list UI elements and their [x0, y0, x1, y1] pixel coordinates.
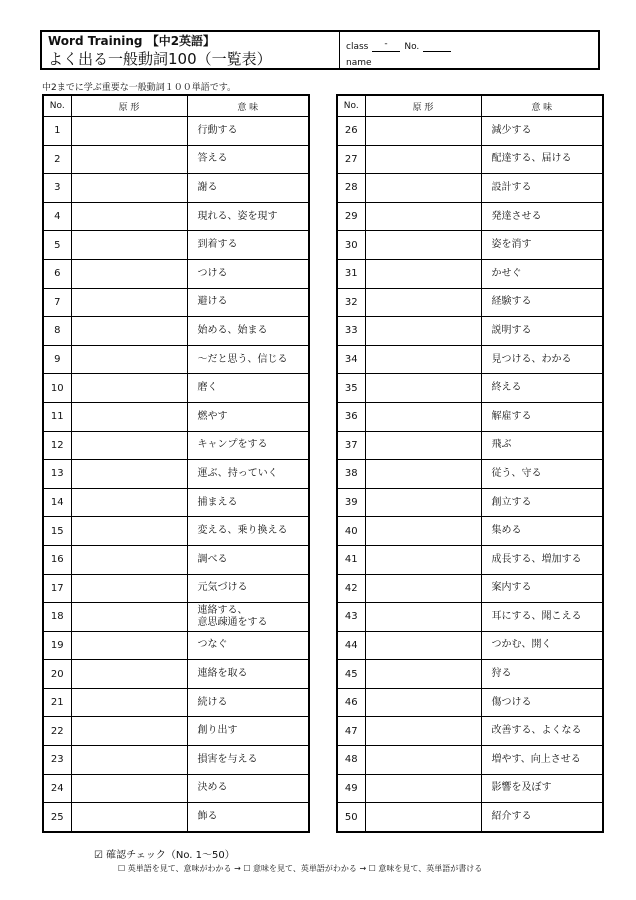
base-form-blank[interactable]	[71, 717, 187, 746]
word-number: 24	[43, 774, 71, 803]
word-number: 47	[337, 717, 365, 746]
word-number: 48	[337, 746, 365, 775]
name-label: name	[346, 58, 372, 68]
word-number: 14	[43, 488, 71, 517]
table-row	[337, 631, 603, 660]
word-number: 1	[43, 117, 71, 146]
base-form-blank[interactable]	[71, 660, 187, 689]
word-table-left	[42, 94, 310, 833]
base-form-blank[interactable]	[365, 717, 481, 746]
word-meaning: 発達させる	[481, 202, 603, 231]
table-row	[337, 574, 603, 603]
word-number: 15	[43, 517, 71, 546]
table-row	[43, 431, 309, 460]
base-form-blank[interactable]	[365, 460, 481, 489]
word-number: 31	[337, 259, 365, 288]
word-number: 3	[43, 174, 71, 203]
table-row	[337, 288, 603, 317]
table-row	[43, 717, 309, 746]
word-meaning: 創り出す	[187, 717, 309, 746]
table-row	[337, 231, 603, 260]
class-label: class	[346, 42, 369, 52]
word-meaning: 設計する	[481, 174, 603, 203]
base-form-blank[interactable]	[71, 259, 187, 288]
worksheet-subtitle: よく出る一般動詞100（一覧表）	[48, 50, 272, 68]
word-meaning: 改善する、よくなる	[481, 717, 603, 746]
word-number: 18	[43, 603, 71, 632]
word-number: 50	[337, 803, 365, 832]
table-row	[43, 803, 309, 832]
header-no: No.	[337, 95, 365, 117]
word-number: 39	[337, 488, 365, 517]
word-number: 36	[337, 402, 365, 431]
word-meaning: 飛ぶ	[481, 431, 603, 460]
table-row	[337, 803, 603, 832]
word-number: 8	[43, 317, 71, 346]
word-meaning: 磨く	[187, 374, 309, 403]
word-number: 22	[43, 717, 71, 746]
table-row	[43, 603, 309, 632]
word-number: 45	[337, 660, 365, 689]
base-form-blank[interactable]	[365, 688, 481, 717]
table-row	[43, 488, 309, 517]
base-form-blank[interactable]	[365, 231, 481, 260]
table-row	[43, 517, 309, 546]
table-row	[43, 460, 309, 489]
word-meaning: 現れる、姿を現す	[187, 202, 309, 231]
class-separator: -	[384, 39, 388, 49]
base-form-blank[interactable]	[365, 288, 481, 317]
word-number: 13	[43, 460, 71, 489]
word-number: 43	[337, 603, 365, 632]
word-meaning: 元気づける	[187, 574, 309, 603]
word-meaning: 答える	[187, 145, 309, 174]
base-form-blank[interactable]	[365, 517, 481, 546]
base-form-blank[interactable]	[71, 317, 187, 346]
base-form-blank[interactable]	[71, 746, 187, 775]
table-row	[337, 117, 603, 146]
word-number: 2	[43, 145, 71, 174]
table-row	[337, 460, 603, 489]
word-meaning: 決める	[187, 774, 309, 803]
word-number: 28	[337, 174, 365, 203]
word-number: 26	[337, 117, 365, 146]
base-form-blank[interactable]	[71, 145, 187, 174]
table-row	[337, 517, 603, 546]
word-number: 12	[43, 431, 71, 460]
base-form-blank[interactable]	[71, 402, 187, 431]
word-meaning: かせぐ	[481, 259, 603, 288]
base-form-blank[interactable]	[71, 774, 187, 803]
base-form-blank[interactable]	[71, 631, 187, 660]
word-number: 42	[337, 574, 365, 603]
table-row	[337, 431, 603, 460]
base-form-blank[interactable]	[365, 603, 481, 632]
table-row	[337, 202, 603, 231]
word-number: 35	[337, 374, 365, 403]
table-body-left	[43, 117, 309, 832]
word-meaning: 見つける、わかる	[481, 345, 603, 374]
word-meaning: 案内する	[481, 574, 603, 603]
base-form-blank[interactable]	[365, 345, 481, 374]
word-number: 9	[43, 345, 71, 374]
word-meaning: 燃やす	[187, 402, 309, 431]
word-meaning: 避ける	[187, 288, 309, 317]
word-number: 30	[337, 231, 365, 260]
word-meaning: 集める	[481, 517, 603, 546]
base-form-blank[interactable]	[71, 231, 187, 260]
word-meaning: 連絡する、 意思疎通をする	[187, 603, 309, 632]
word-meaning: 到着する	[187, 231, 309, 260]
table-row	[43, 317, 309, 346]
table-row	[43, 545, 309, 574]
worksheet-header	[40, 30, 600, 70]
check-steps: ☐ 英単語を見て、意味がわかる → ☐ 意味を見て、英単語がわかる → ☐ 意味を見て、英単語が書ける	[118, 864, 483, 873]
word-table-right	[336, 94, 604, 833]
base-form-blank[interactable]	[71, 545, 187, 574]
table-row	[337, 774, 603, 803]
base-form-blank[interactable]	[365, 117, 481, 146]
word-number: 34	[337, 345, 365, 374]
word-meaning: 謝る	[187, 174, 309, 203]
table-row	[337, 660, 603, 689]
base-form-blank[interactable]	[365, 488, 481, 517]
word-meaning: 傷つける	[481, 688, 603, 717]
word-meaning: ～だと思う、信じる	[187, 345, 309, 374]
table-row	[337, 402, 603, 431]
word-meaning: 損害を与える	[187, 746, 309, 775]
word-number: 7	[43, 288, 71, 317]
table-header-row	[43, 95, 309, 117]
base-form-blank[interactable]	[365, 746, 481, 775]
table-row	[337, 688, 603, 717]
table-row	[43, 774, 309, 803]
table-row	[43, 202, 309, 231]
base-form-blank[interactable]	[71, 117, 187, 146]
table-row	[337, 488, 603, 517]
word-meaning: 減少する	[481, 117, 603, 146]
title-block	[42, 32, 340, 68]
word-number: 38	[337, 460, 365, 489]
table-row	[43, 631, 309, 660]
word-number: 32	[337, 288, 365, 317]
table-row	[43, 117, 309, 146]
table-row	[337, 746, 603, 775]
base-form-blank[interactable]	[71, 431, 187, 460]
table-row	[43, 145, 309, 174]
word-number: 5	[43, 231, 71, 260]
word-meaning: 捕まえる	[187, 488, 309, 517]
word-meaning: 行動する	[187, 117, 309, 146]
base-form-blank[interactable]	[365, 660, 481, 689]
base-form-blank[interactable]	[365, 374, 481, 403]
header-meaning: 意 味	[187, 95, 309, 117]
base-form-blank[interactable]	[365, 431, 481, 460]
word-meaning: 終える	[481, 374, 603, 403]
header-base: 原 形	[71, 95, 187, 117]
base-form-blank[interactable]	[71, 574, 187, 603]
table-body-right	[337, 117, 603, 832]
word-number: 40	[337, 517, 365, 546]
word-meaning: 配達する、届ける	[481, 145, 603, 174]
word-meaning: 経験する	[481, 288, 603, 317]
table-row	[43, 688, 309, 717]
table-row	[43, 231, 309, 260]
word-meaning: 変える、乗り換える	[187, 517, 309, 546]
word-meaning: 従う、守る	[481, 460, 603, 489]
base-form-blank[interactable]	[365, 202, 481, 231]
word-number: 20	[43, 660, 71, 689]
table-row	[337, 545, 603, 574]
table-row	[43, 746, 309, 775]
word-meaning: 紹介する	[481, 803, 603, 832]
word-meaning: 影響を及ぼす	[481, 774, 603, 803]
table-row	[337, 145, 603, 174]
word-number: 23	[43, 746, 71, 775]
word-number: 19	[43, 631, 71, 660]
base-form-blank[interactable]	[71, 174, 187, 203]
word-meaning: 姿を消す	[481, 231, 603, 260]
base-form-blank[interactable]	[71, 488, 187, 517]
table-row	[337, 259, 603, 288]
word-meaning: つける	[187, 259, 309, 288]
table-header-row	[337, 95, 603, 117]
base-form-blank[interactable]	[365, 574, 481, 603]
word-meaning: 続ける	[187, 688, 309, 717]
table-row	[43, 345, 309, 374]
header-no: No.	[43, 95, 71, 117]
base-form-blank[interactable]	[71, 803, 187, 832]
base-form-blank[interactable]	[365, 774, 481, 803]
word-meaning: 始める、始まる	[187, 317, 309, 346]
word-number: 21	[43, 688, 71, 717]
base-form-blank[interactable]	[365, 631, 481, 660]
base-form-blank[interactable]	[365, 174, 481, 203]
table-row	[337, 174, 603, 203]
base-form-blank[interactable]	[71, 374, 187, 403]
word-meaning: 調べる	[187, 545, 309, 574]
base-form-blank[interactable]	[71, 517, 187, 546]
base-form-blank[interactable]	[71, 460, 187, 489]
base-form-blank[interactable]	[71, 288, 187, 317]
word-meaning: 成長する、増加する	[481, 545, 603, 574]
word-meaning: 飾る	[187, 803, 309, 832]
word-number: 6	[43, 259, 71, 288]
word-meaning: つかむ、開く	[481, 631, 603, 660]
word-number: 46	[337, 688, 365, 717]
table-row	[337, 345, 603, 374]
description: 中2までに学ぶ重要な一般動詞１００単語です。	[42, 83, 237, 93]
word-meaning: 増やす、向上させる	[481, 746, 603, 775]
table-row	[43, 574, 309, 603]
check-title: ☑ 確認チェック（No. 1～50）	[94, 850, 235, 861]
word-number: 16	[43, 545, 71, 574]
base-form-blank[interactable]	[365, 402, 481, 431]
word-number: 44	[337, 631, 365, 660]
table-row	[337, 603, 603, 632]
word-meaning: キャンプをする	[187, 431, 309, 460]
table-row	[43, 374, 309, 403]
no-blank[interactable]	[423, 41, 451, 52]
word-number: 33	[337, 317, 365, 346]
word-meaning: 説明する	[481, 317, 603, 346]
worksheet-title: Word Training 【中2英語】	[48, 34, 216, 48]
base-form-blank[interactable]	[365, 545, 481, 574]
word-number: 25	[43, 803, 71, 832]
base-form-blank[interactable]	[71, 688, 187, 717]
table-row	[43, 259, 309, 288]
student-info-block	[340, 32, 598, 68]
base-form-blank[interactable]	[71, 202, 187, 231]
word-number: 10	[43, 374, 71, 403]
word-meaning: つなぐ	[187, 631, 309, 660]
word-number: 4	[43, 202, 71, 231]
table-row	[337, 717, 603, 746]
word-meaning: 連絡を取る	[187, 660, 309, 689]
table-row	[43, 288, 309, 317]
class-blank[interactable]	[372, 41, 400, 52]
word-meaning: 耳にする、聞こえる	[481, 603, 603, 632]
base-form-blank[interactable]	[71, 345, 187, 374]
word-meaning: 解雇する	[481, 402, 603, 431]
word-meaning: 運ぶ、持っていく	[187, 460, 309, 489]
base-form-blank[interactable]	[365, 317, 481, 346]
header-meaning: 意 味	[481, 95, 603, 117]
header-base: 原 形	[365, 95, 481, 117]
table-row	[43, 174, 309, 203]
table-row	[43, 660, 309, 689]
word-number: 37	[337, 431, 365, 460]
base-form-blank[interactable]	[71, 603, 187, 632]
word-number: 49	[337, 774, 365, 803]
base-form-blank[interactable]	[365, 259, 481, 288]
base-form-blank[interactable]	[365, 803, 481, 832]
word-number: 29	[337, 202, 365, 231]
table-row	[337, 374, 603, 403]
no-label: No.	[404, 42, 420, 52]
base-form-blank[interactable]	[365, 145, 481, 174]
word-meaning: 創立する	[481, 488, 603, 517]
word-number: 27	[337, 145, 365, 174]
word-number: 11	[43, 402, 71, 431]
table-row	[43, 402, 309, 431]
word-number: 41	[337, 545, 365, 574]
word-number: 17	[43, 574, 71, 603]
table-row	[337, 317, 603, 346]
word-meaning: 狩る	[481, 660, 603, 689]
